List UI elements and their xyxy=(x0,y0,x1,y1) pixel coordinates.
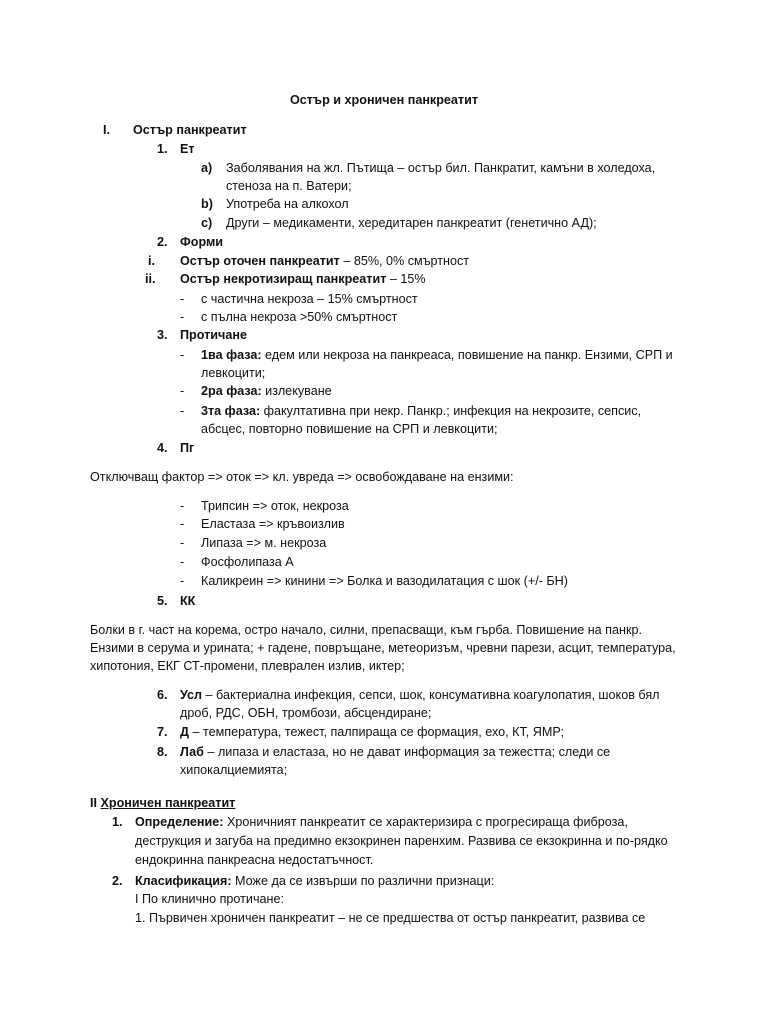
section-prefix: II xyxy=(90,796,101,810)
subheading-forms: Форми xyxy=(180,235,224,249)
list-item-cont: ендокринна панкреасна недостатъчност. xyxy=(135,853,374,867)
section-heading: Остър панкреатит xyxy=(133,123,247,137)
form-name: Остър некротизиращ панкреатит xyxy=(180,272,387,286)
list-item xyxy=(201,382,332,400)
list-item: Употреба на алкохол xyxy=(226,197,349,211)
dash-marker: - xyxy=(180,555,185,569)
list-marker: a) xyxy=(201,161,213,175)
item-label: Усл xyxy=(180,688,203,702)
list-number: 4. xyxy=(157,441,168,455)
item-text: – бактериална инфекция, сепси, шок, консумативна коагулопатия, шоков бял xyxy=(202,688,660,702)
list-number: 1. xyxy=(157,142,168,156)
list-item-cont: хипокалциемията; xyxy=(180,763,288,777)
dash-marker: - xyxy=(180,499,185,513)
item-text: Може да се извърши по различни признаци: xyxy=(231,874,495,888)
list-marker: i. xyxy=(148,254,155,268)
list-item: Трипсин => оток, некроза xyxy=(201,499,349,513)
paragraph-line: Ензими в серума и урината; + гадене, повръщане, метеоризъм, чревни парези, асцит, температура, xyxy=(90,641,676,655)
list-number: 2. xyxy=(112,874,123,888)
list-item xyxy=(201,346,673,364)
list-item xyxy=(135,813,628,831)
section-number: I. xyxy=(103,123,110,137)
list-number: 3. xyxy=(157,328,168,342)
list-item-cont: 1. Първичен хроничен панкреатит – не се предшества от остър панкреатит, развива се xyxy=(135,911,646,925)
list-item: Заболявания на жл. Пътища – остър бил. Панкратит, камъни в холедоха, xyxy=(226,161,656,175)
subheading-course: Протичане xyxy=(180,328,247,342)
list-item xyxy=(180,686,660,704)
list-number: 6. xyxy=(157,688,168,702)
phase-label: 2ра фаза: xyxy=(201,384,262,398)
list-item-cont: левкоцити; xyxy=(201,366,266,380)
list-marker: c) xyxy=(201,216,213,230)
paragraph-line: Болки в г. част на корема, остро начало, силни, препасващи, към гърба. Повишение на панкр. xyxy=(90,623,642,637)
subheading-pathogenesis: Пг xyxy=(180,441,195,455)
list-item-cont: деструкция и загуба на предимно екзокринен паренхим. Развива се екзокринна и по-рядко xyxy=(135,834,668,848)
list-item-cont: абсцес, повторно повишение на СРП и левкоцити; xyxy=(201,422,498,436)
list-item xyxy=(180,723,564,741)
list-item: Фосфолипаза А xyxy=(201,555,294,569)
dash-marker: - xyxy=(180,384,185,398)
list-number: 1. xyxy=(112,815,123,829)
list-item xyxy=(180,743,610,761)
form-detail: – 15% xyxy=(386,272,426,286)
item-label: Определение: xyxy=(135,815,224,829)
item-text: – липаза и еластаза, но не дават информация за тежестта; следи се xyxy=(203,745,611,759)
list-item: Липаза => м. некроза xyxy=(201,536,327,550)
dash-marker: - xyxy=(180,536,185,550)
list-number: 8. xyxy=(157,745,168,759)
list-item: с пълна некроза >50% смъртност xyxy=(201,310,398,324)
section-title: Хроничен панкреатит xyxy=(100,796,236,810)
form-name: Остър оточен панкреатит xyxy=(180,254,340,268)
dash-marker: - xyxy=(180,517,185,531)
phase-text: едем или некроза на панкреаса, повишение на панкр. Ензими, СРП и xyxy=(261,348,673,362)
paragraph: Отключващ фактор => оток => кл. увреда => освобождаване на ензими: xyxy=(90,470,514,484)
list-item: Други – медикаменти, хередитарен панкреатит (генетично АД); xyxy=(226,216,597,230)
phase-text: излекуване xyxy=(261,384,332,398)
list-item: Каликреин => кинини => Болка и вазодилатация с шок (+/- БН) xyxy=(201,574,568,588)
item-text: Хроничният панкреатит се характеризира с прогресираща фиброза, xyxy=(223,815,628,829)
list-number: 2. xyxy=(157,235,168,249)
list-item xyxy=(180,252,469,270)
dash-marker: - xyxy=(180,310,185,324)
dash-marker: - xyxy=(180,292,185,306)
paragraph-line: хипотония, ЕКГ СТ-промени, плеврален излив, иктер; xyxy=(90,659,405,673)
dash-marker: - xyxy=(180,348,185,362)
list-item xyxy=(180,270,426,288)
dash-marker: - xyxy=(180,404,185,418)
phase-text: факултативна при некр. Панкр.; инфекция на некрозите, сепсис, xyxy=(260,404,642,418)
subheading-clinical: КК xyxy=(180,594,196,608)
list-item: Еластаза => кръвоизлив xyxy=(201,517,345,531)
list-number: 7. xyxy=(157,725,168,739)
form-detail: – 85%, 0% смъртност xyxy=(339,254,470,268)
list-item xyxy=(201,402,641,420)
item-label: Класификация: xyxy=(135,874,232,888)
list-number: 5. xyxy=(157,594,168,608)
list-item xyxy=(135,872,494,890)
list-item-cont: дроб, РДС, ОБН, тромбози, абсцендиране; xyxy=(180,706,432,720)
item-text: – температура, тежест, палпираща се формация, ехо, КТ, ЯМР; xyxy=(188,725,565,739)
phase-label: 3та фаза: xyxy=(201,404,261,418)
dash-marker: - xyxy=(180,574,185,588)
phase-label: 1ва фаза: xyxy=(201,348,262,362)
item-label: Лаб xyxy=(180,745,204,759)
list-item-cont: I По клинично протичане: xyxy=(135,892,284,906)
item-label: Д xyxy=(180,725,189,739)
subheading-etiology: Ет xyxy=(180,142,195,156)
list-item: с частична некроза – 15% смъртност xyxy=(201,292,418,306)
list-marker: ii. xyxy=(145,272,156,286)
list-marker: b) xyxy=(201,197,213,211)
page-title: Остър и хроничен панкреатит xyxy=(289,93,479,107)
section-heading xyxy=(90,794,235,812)
list-item-cont: стеноза на п. Ватери; xyxy=(226,179,352,193)
